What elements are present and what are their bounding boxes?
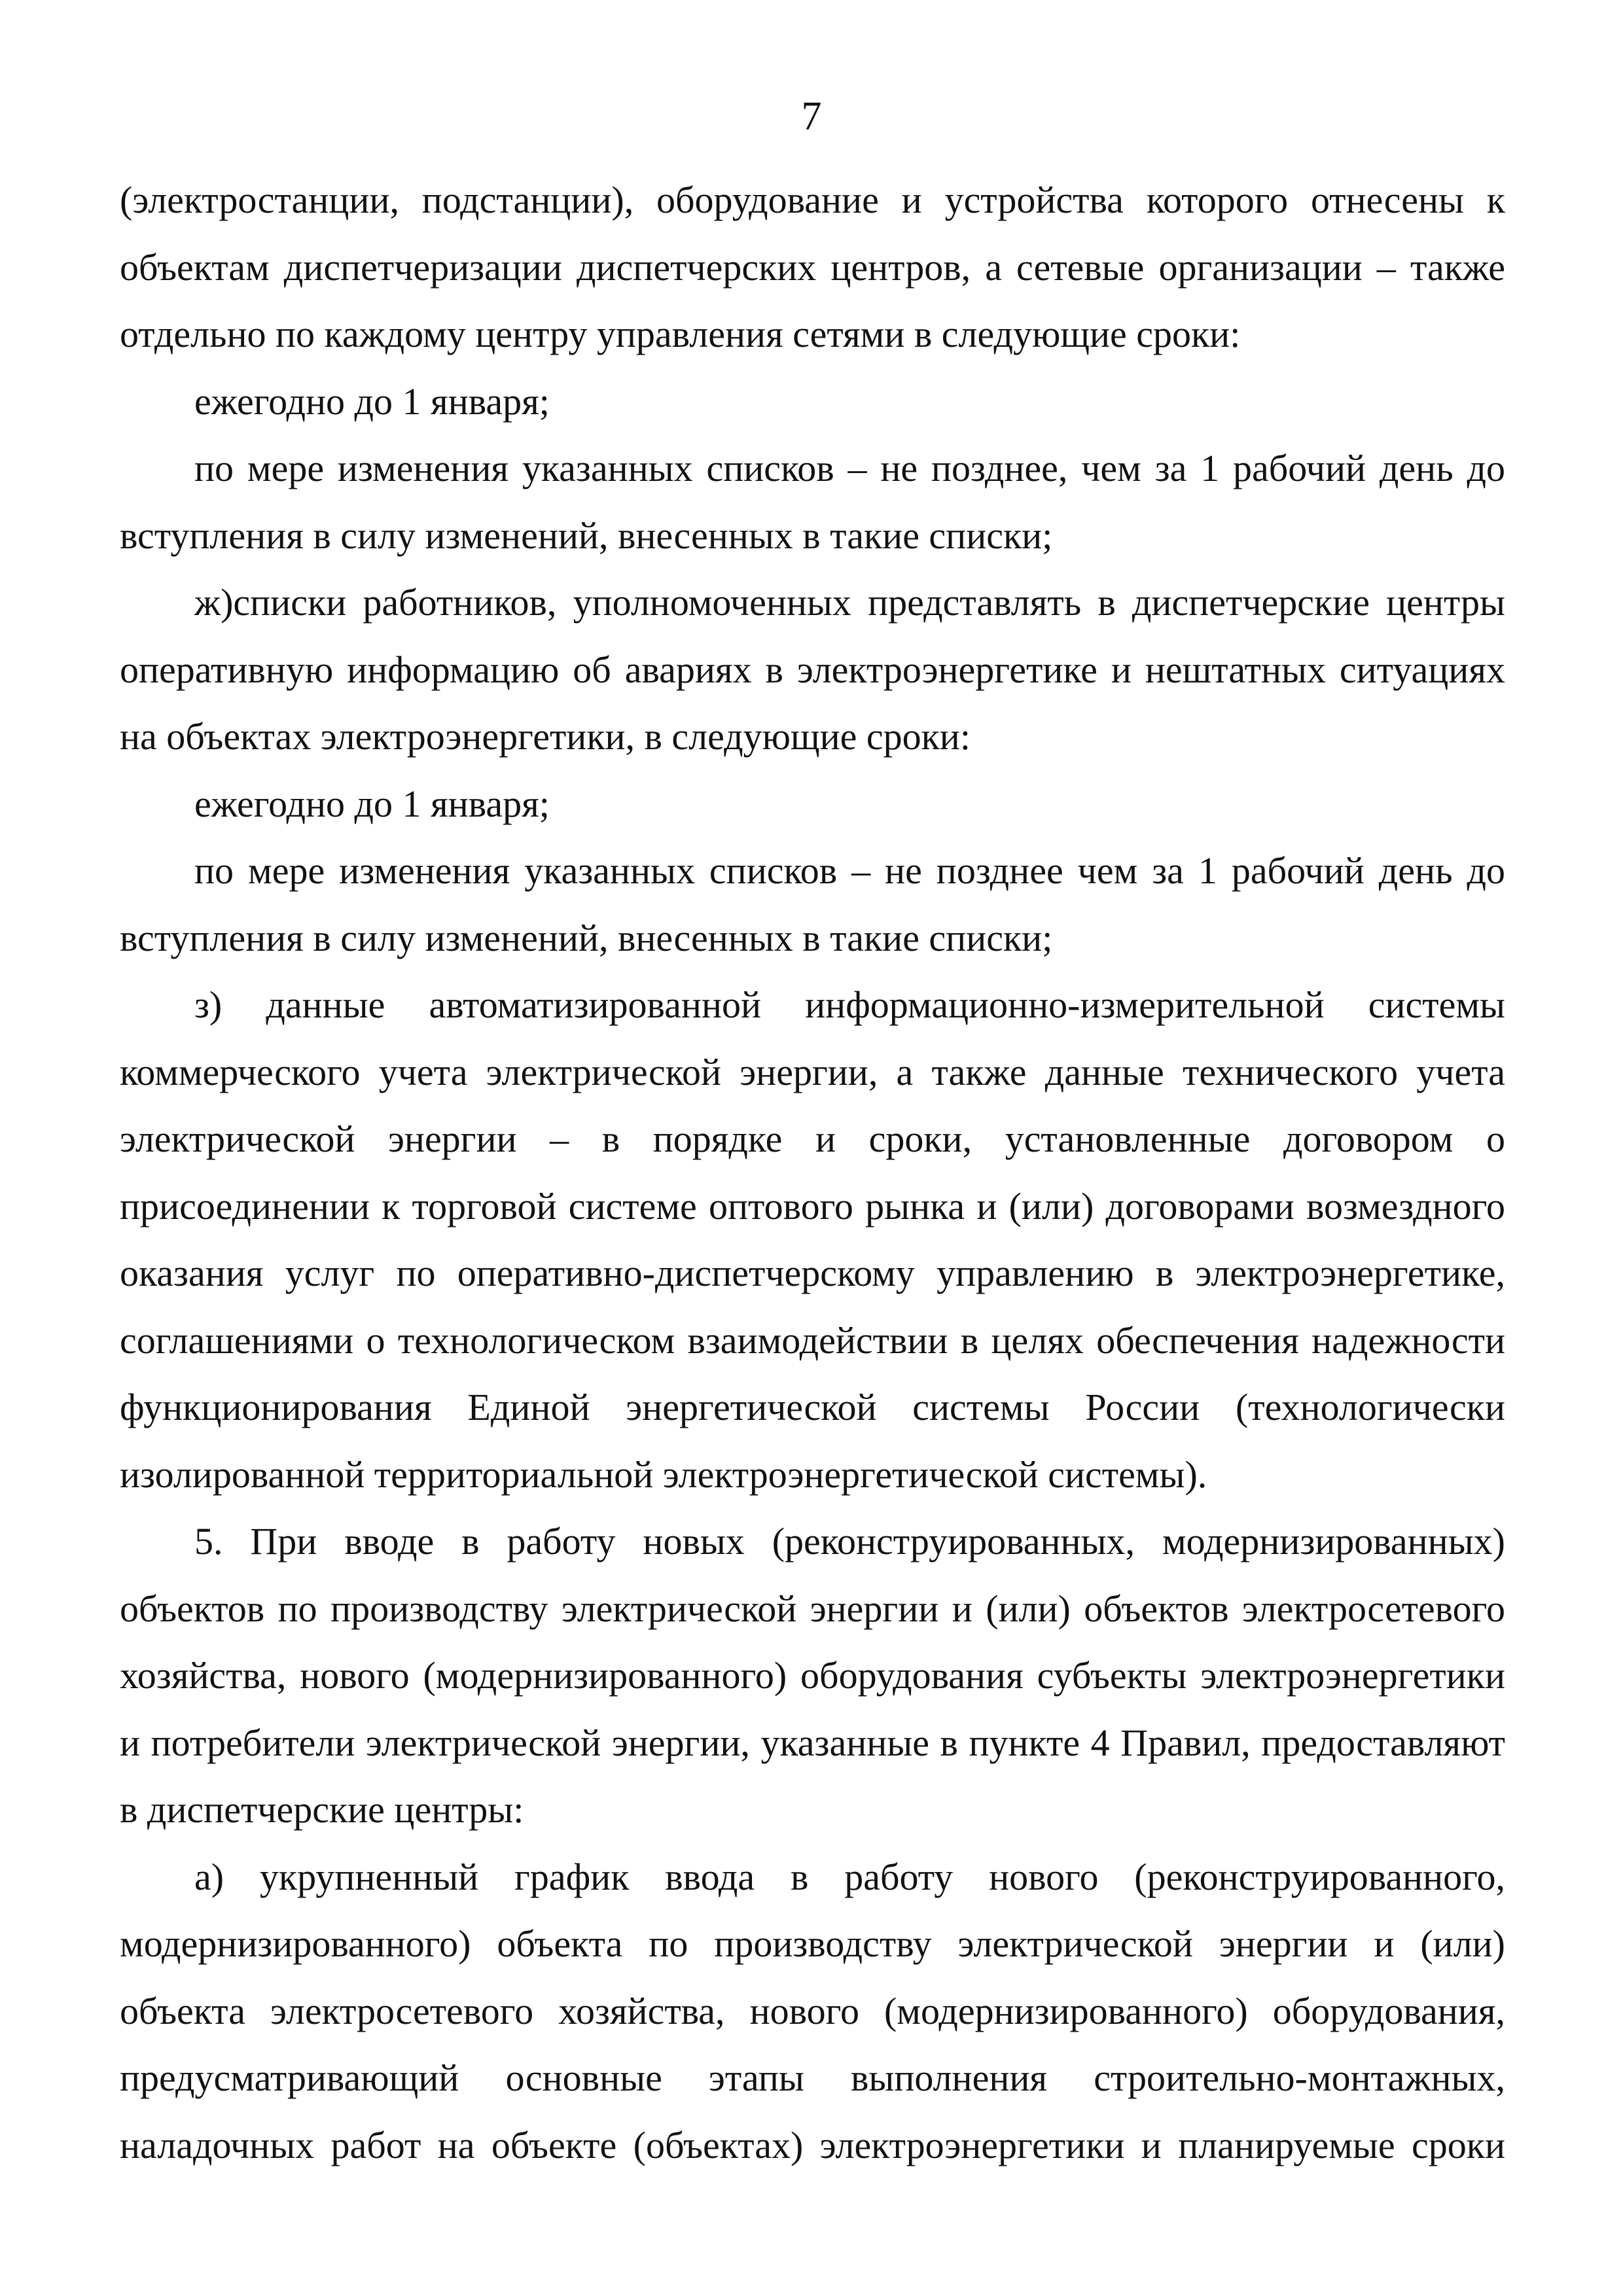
paragraph-deadline-annual-2: ежегодно до 1 января; xyxy=(194,782,550,825)
paragraph-deadline-annual-1: ежегодно до 1 января; xyxy=(194,380,550,423)
page-number: 7 xyxy=(801,94,822,139)
paragraph-deadline-change-1: по мере изменения указанных списков – не позднее, чем за 1 рабочий день до вступления в силу изменений, внесенных в такие списки; xyxy=(120,447,1505,557)
paragraph-item-z: з) данные автоматизированной информационно-измерительной системы коммерческого учета электрической энергии, а также данные технического учета электрической энергии – в порядке и сроки, установленные договором о присоединении к торговой системе оптового рынка и (или) договорами возмездного оказания услуг по оперативно-диспетчерскому управлению в электроэнергетике, соглашениями о технологическом взаимодействии в целях обеспечения надежности функционирования Единой энергетической системы России (технологически изолированной территориальной электроэнергетической системы). xyxy=(120,983,1505,1496)
paragraph-deadline-change-2: по мере изменения указанных списков – не позднее чем за 1 рабочий день до вступления в силу изменений, внесенных в такие списки; xyxy=(120,849,1505,959)
paragraph-continuation: (электростанции, подстанции), оборудование и устройства которого отнесены к объектам диспетчеризации диспетчерских центров, а сетевые организации – также отдельно по каждому центру управления сетями в следующие сроки: xyxy=(120,179,1505,355)
paragraph-section-5: 5. При вводе в работу новых (реконструированных, модернизированных) объектов по производству электрической энергии и (или) объектов электросетевого хозяйства, нового (модернизированного) оборудования субъекты электроэнергетики и потребители электрической энергии, указанные в пункте 4 Правил, предоставляют в диспетчерские центры: xyxy=(120,1520,1505,1831)
document-body xyxy=(120,167,1505,2179)
paragraph-item-a: а) укрупненный график ввода в работу нового (реконструированного, модернизированного) объекта по производству электрической энергии и (или) объекта электросетевого хозяйства, нового (модернизированного) оборудования, предусматривающий основные этапы выполнения строительно-монтажных, наладочных работ на объекте (объектах) электроэнергетики и планируемые сроки xyxy=(120,1855,1505,2166)
paragraph-item-zh: ж)списки работников, уполномоченных представлять в диспетчерские центры оперативную информацию об авариях в электроэнергетике и нештатных ситуациях на объектах электроэнергетики, в следующие сроки: xyxy=(120,581,1505,758)
